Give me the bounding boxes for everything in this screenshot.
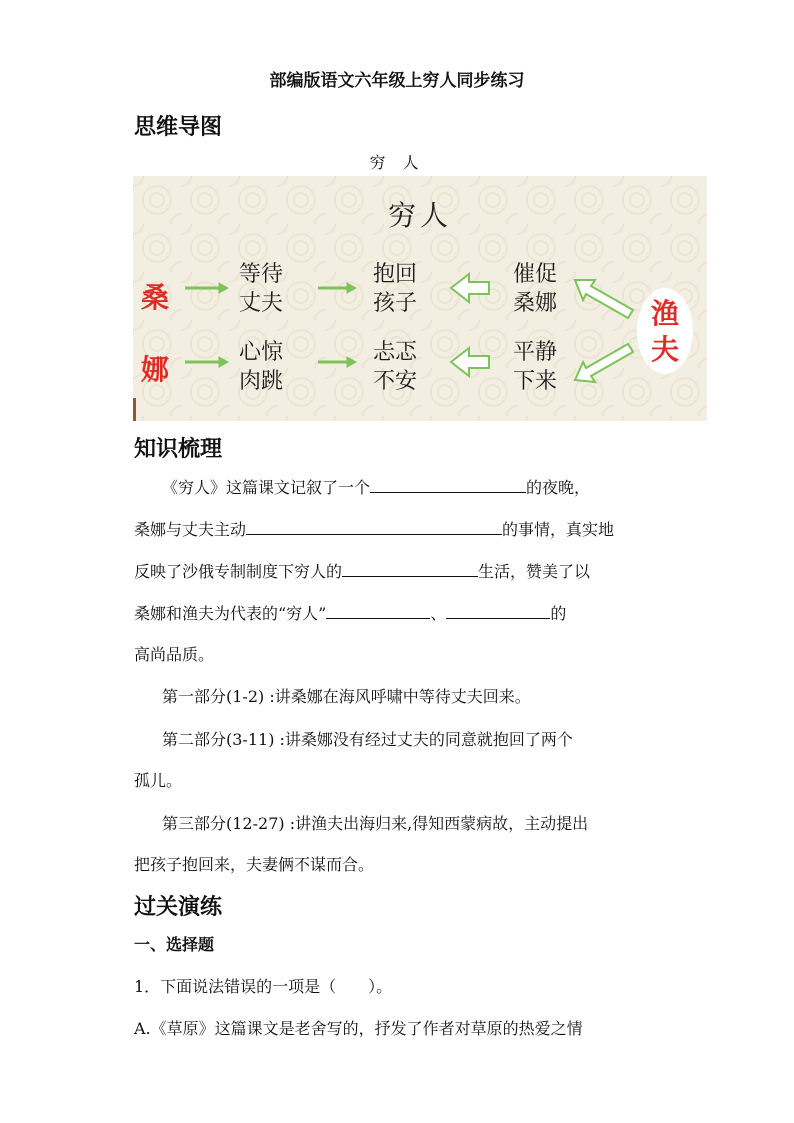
- mindmap-row2-b1: 忐忑: [372, 340, 417, 365]
- hollow-arrow-diagonal-icon: [575, 280, 633, 318]
- mindmap-row1-a2: 丈夫: [238, 291, 283, 316]
- mindmap-yufu-char-1: 渔: [650, 297, 679, 330]
- hollow-arrow-left-icon: [451, 274, 489, 302]
- text-segment: 桑娜和渔夫为代表的“穷人”: [134, 604, 327, 623]
- knowledge-line-1: [162, 476, 590, 499]
- fill-in-blank[interactable]: [342, 560, 478, 577]
- hollow-arrow-diagonal-icon: [575, 344, 633, 382]
- mindmap-row1-a1: 等待: [238, 262, 283, 287]
- mindmap-caption: 穷 人: [369, 153, 425, 172]
- mindmap-row2-a1: 心惊: [238, 340, 283, 365]
- mindmap-row2-a2: 肉跳: [238, 369, 283, 394]
- mindmap-sangna-char-2: 娜: [141, 353, 170, 386]
- mindmap-row2-b2: 不安: [372, 369, 417, 394]
- mindmap-yufu-char-2: 夫: [650, 333, 679, 366]
- mindmap-row2-c1: 平静: [512, 340, 557, 365]
- text-segment: 反映了沙俄专制制度下穷人的: [134, 562, 343, 581]
- fill-in-blank[interactable]: [246, 518, 502, 535]
- arrow-right-icon: [318, 357, 356, 367]
- mindmap-row1-c2: 桑娜: [512, 291, 557, 316]
- question-1: 1．下面说法错误的一项是（ ）。: [134, 977, 393, 996]
- text-segment: 《穷人》这篇课文记叙了一个: [162, 478, 371, 497]
- knowledge-line-5: 高尚品质。: [134, 645, 215, 664]
- mindmap-image: [133, 176, 707, 421]
- text-segment: 生活，赞美了以: [478, 562, 591, 581]
- knowledge-part-3-line-2: 把孩子抱回来，夫妻俩不谋而合。: [134, 855, 375, 874]
- arrow-right-icon: [185, 357, 228, 367]
- text-segment: 桑娜与丈夫主动: [134, 520, 247, 539]
- knowledge-part-3-line-1: 第三部分(12-27) :讲渔夫出海归来,得知西蒙病故，主动提出: [162, 814, 589, 833]
- mindmap-row1-b1: 抱回: [372, 262, 417, 287]
- section-heading-practice: 过关演练: [134, 895, 223, 920]
- mindmap-title: 穷人: [387, 199, 452, 232]
- text-segment: 的: [550, 604, 567, 623]
- fill-in-blank[interactable]: [326, 602, 430, 619]
- knowledge-part-2-line-1: 第二部分(3-11) :讲桑娜没有经过丈夫的同意就抱回了两个: [162, 730, 573, 749]
- knowledge-line-4: [134, 602, 566, 625]
- document-title: 部编版语文六年级上穷人同步练习: [269, 71, 525, 91]
- section-heading-knowledge: 知识梳理: [134, 437, 223, 462]
- mindmap-row1-c1: 催促: [512, 262, 557, 287]
- mindmap-row2-c2: 下来: [512, 369, 557, 394]
- text-segment: 的事情，真实地: [502, 520, 615, 539]
- fill-in-blank[interactable]: [370, 476, 526, 493]
- mindmap-row1-b2: 孩子: [372, 291, 417, 316]
- knowledge-line-3: [134, 560, 590, 583]
- text-segment: 的夜晚，: [526, 478, 591, 497]
- text-segment: 、: [430, 604, 447, 623]
- hollow-arrow-left-icon: [451, 348, 489, 376]
- knowledge-line-2: [134, 518, 614, 541]
- practice-subheading: 一、选择题: [134, 935, 215, 954]
- arrow-right-icon: [185, 283, 228, 293]
- question-1-option-a: A.《草原》这篇课文是老舍写的，抒发了作者对草原的热爱之情: [134, 1019, 583, 1038]
- arrow-right-icon: [318, 283, 356, 293]
- fill-in-blank[interactable]: [446, 602, 550, 619]
- section-heading-mindmap: 思维导图: [134, 115, 223, 140]
- mindmap-yufu-badge: [637, 288, 693, 374]
- knowledge-part-1: 第一部分(1-2) :讲桑娜在海风呼啸中等待丈夫回来。: [162, 687, 531, 706]
- mindmap-sangna-char-1: 桑: [141, 281, 170, 314]
- knowledge-part-2-line-2: 孤儿。: [134, 771, 183, 790]
